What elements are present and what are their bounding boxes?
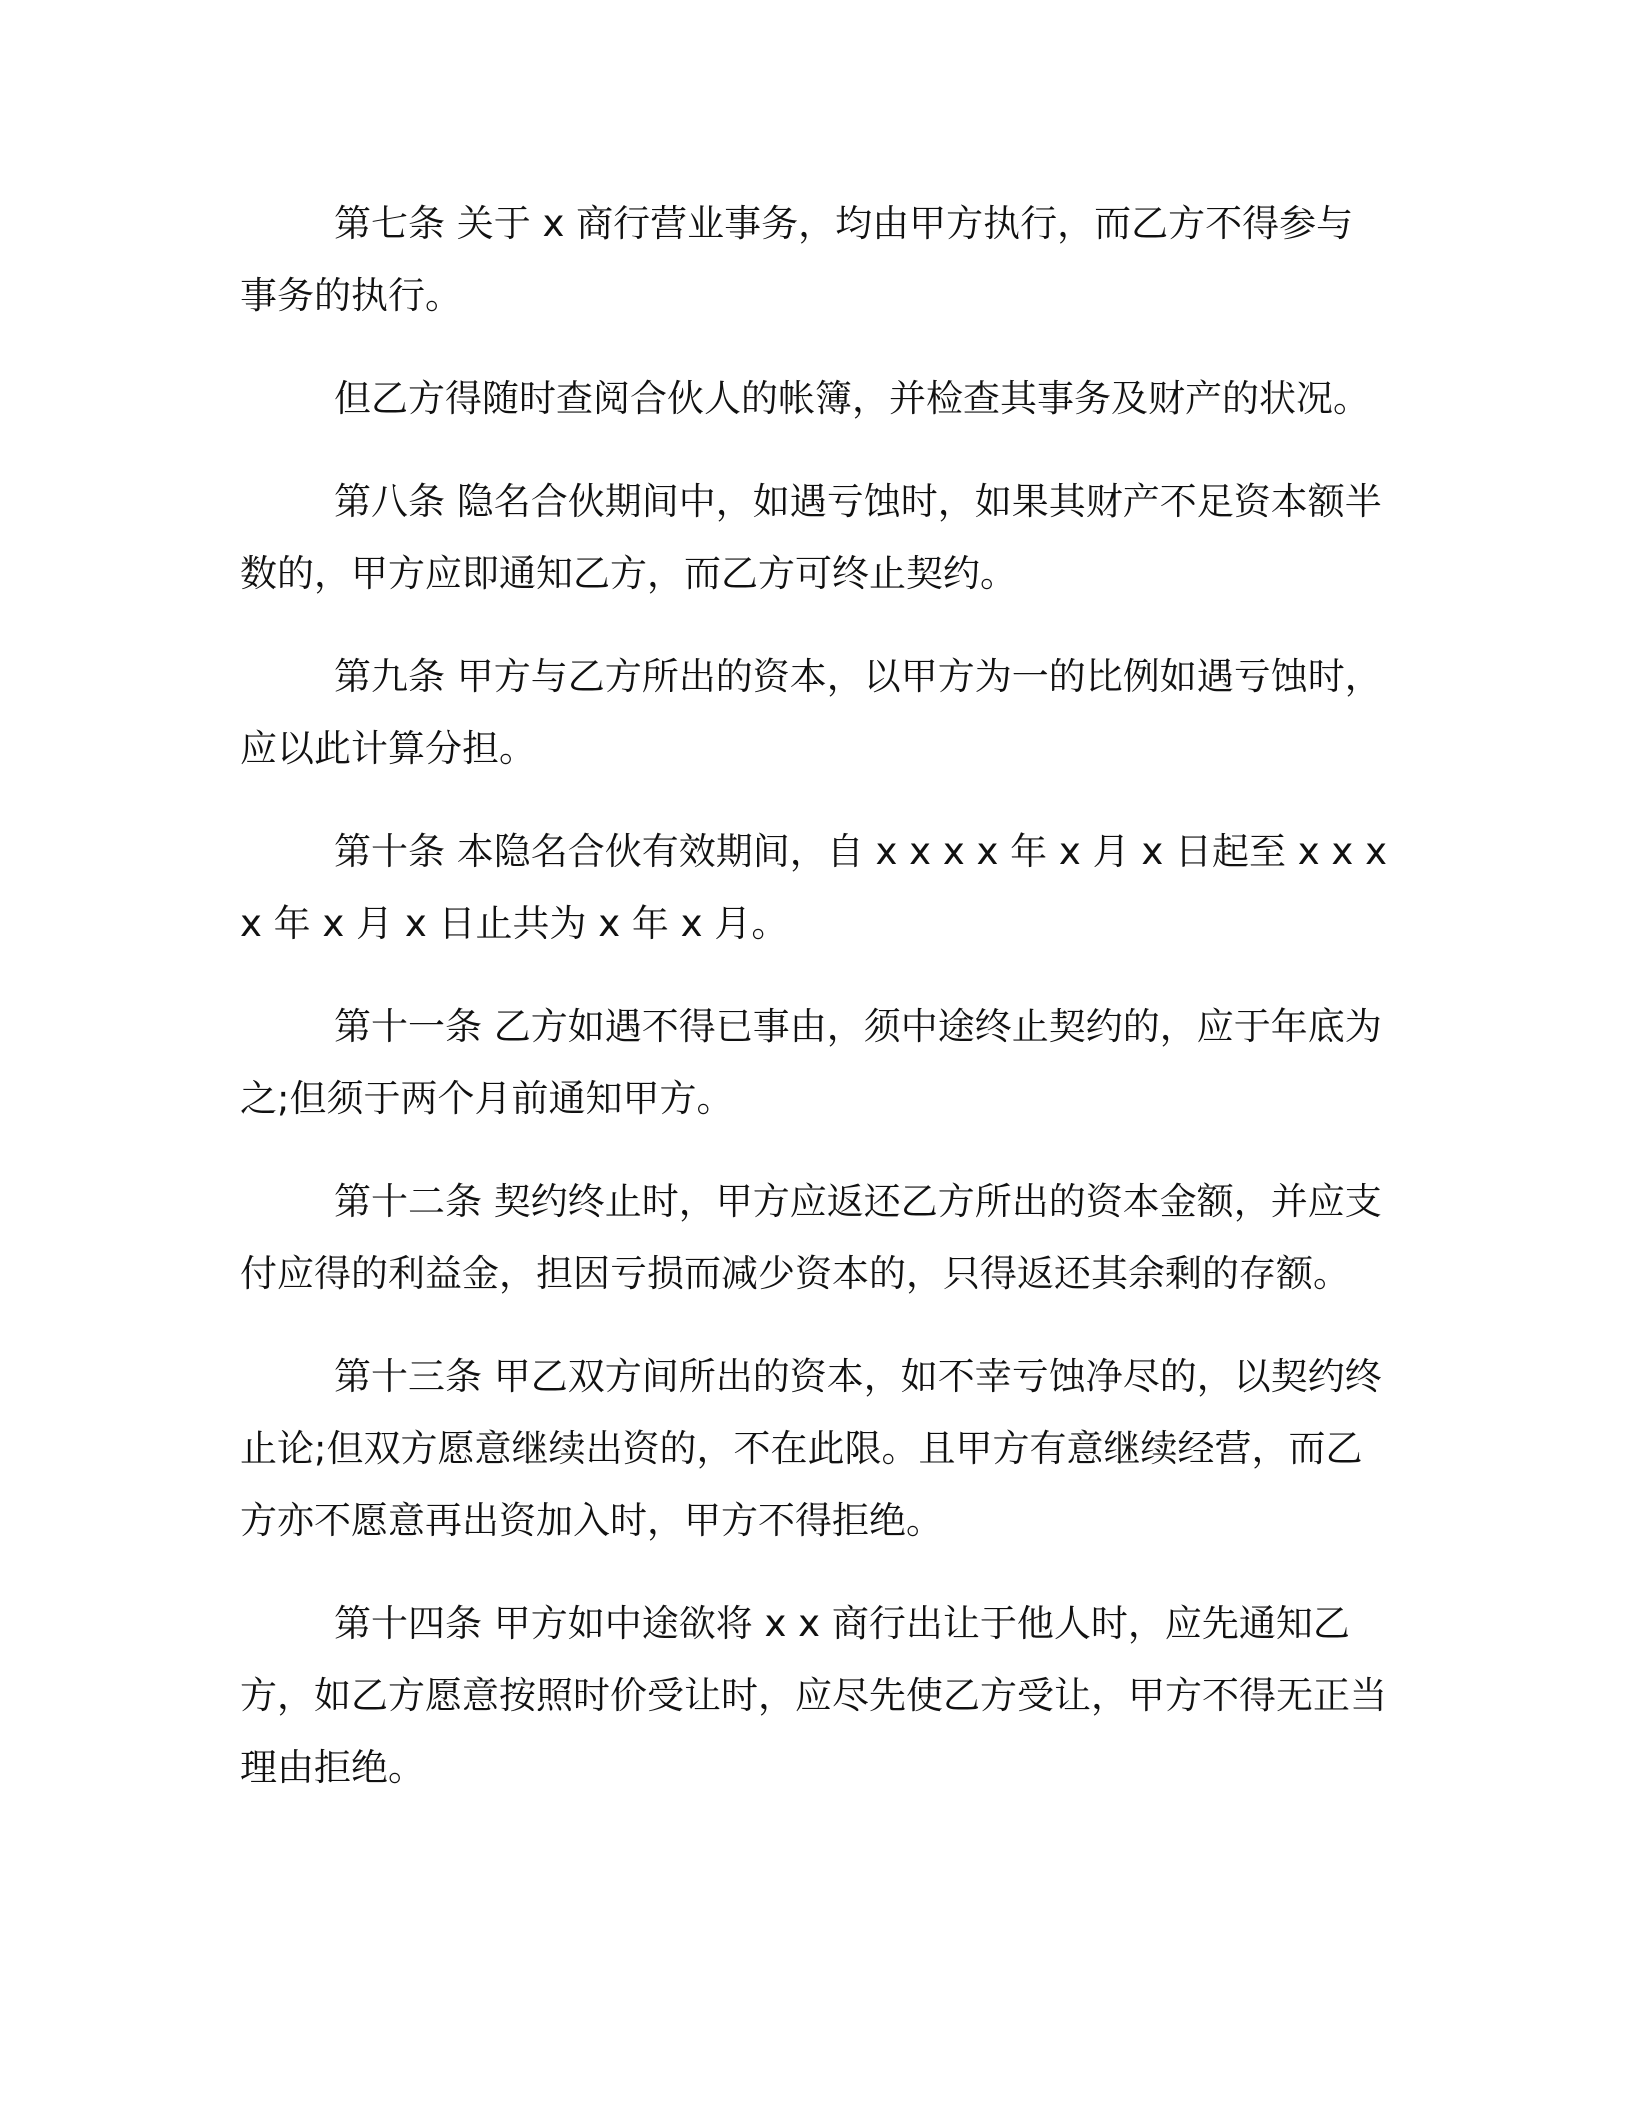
paragraph-article-7-continued: 但乙方得随时查阅合伙人的帐簿，并检查其事务及财产的状况。 xyxy=(334,377,1370,420)
paragraph-article-13: 第十三条 甲乙双方间所出的资本，如不幸亏蚀净尽的，以契约终止论;但双方愿意继续出资的，不在此限。且甲方有意继续经营，而乙方亦不愿意再出资加入时，甲方不得拒绝。 xyxy=(240,1355,1382,1542)
paragraph-article-11: 第十一条 乙方如遇不得已事由，须中途终止契约的，应于年底为之;但须于两个月前通知甲方。 xyxy=(240,1005,1382,1120)
paragraph-article-7: 第七条 关于 x 商行营业事务，均由甲方执行，而乙方不得参与事务的执行。 xyxy=(240,202,1354,317)
paragraph-article-14: 第十四条 甲方如中途欲将 x x 商行出让于他人时，应先通知乙方，如乙方愿意按照时价受让时，应尽先使乙方受让，甲方不得无正当理由拒绝。 xyxy=(240,1602,1387,1789)
document-body xyxy=(240,188,1390,1804)
paragraph-article-9: 第九条 甲方与乙方所出的资本，以甲方为一的比例如遇亏蚀时，应以此计算分担。 xyxy=(240,655,1382,770)
paragraph-article-10: 第十条 本隐名合伙有效期间，自 x x x x 年 x 月 x 日起至 x x x x 年 x 月 x 日止共为 x 年 x 月。 xyxy=(240,830,1387,945)
paragraph-article-8: 第八条 隐名合伙期间中，如遇亏蚀时，如果其财产不足资本额半数的，甲方应即通知乙方，而乙方可终止契约。 xyxy=(240,480,1382,595)
paragraph-article-12: 第十二条 契约终止时，甲方应返还乙方所出的资本金额，并应支付应得的利益金，担因亏损而减少资本的，只得返还其余剩的存额。 xyxy=(240,1180,1382,1295)
